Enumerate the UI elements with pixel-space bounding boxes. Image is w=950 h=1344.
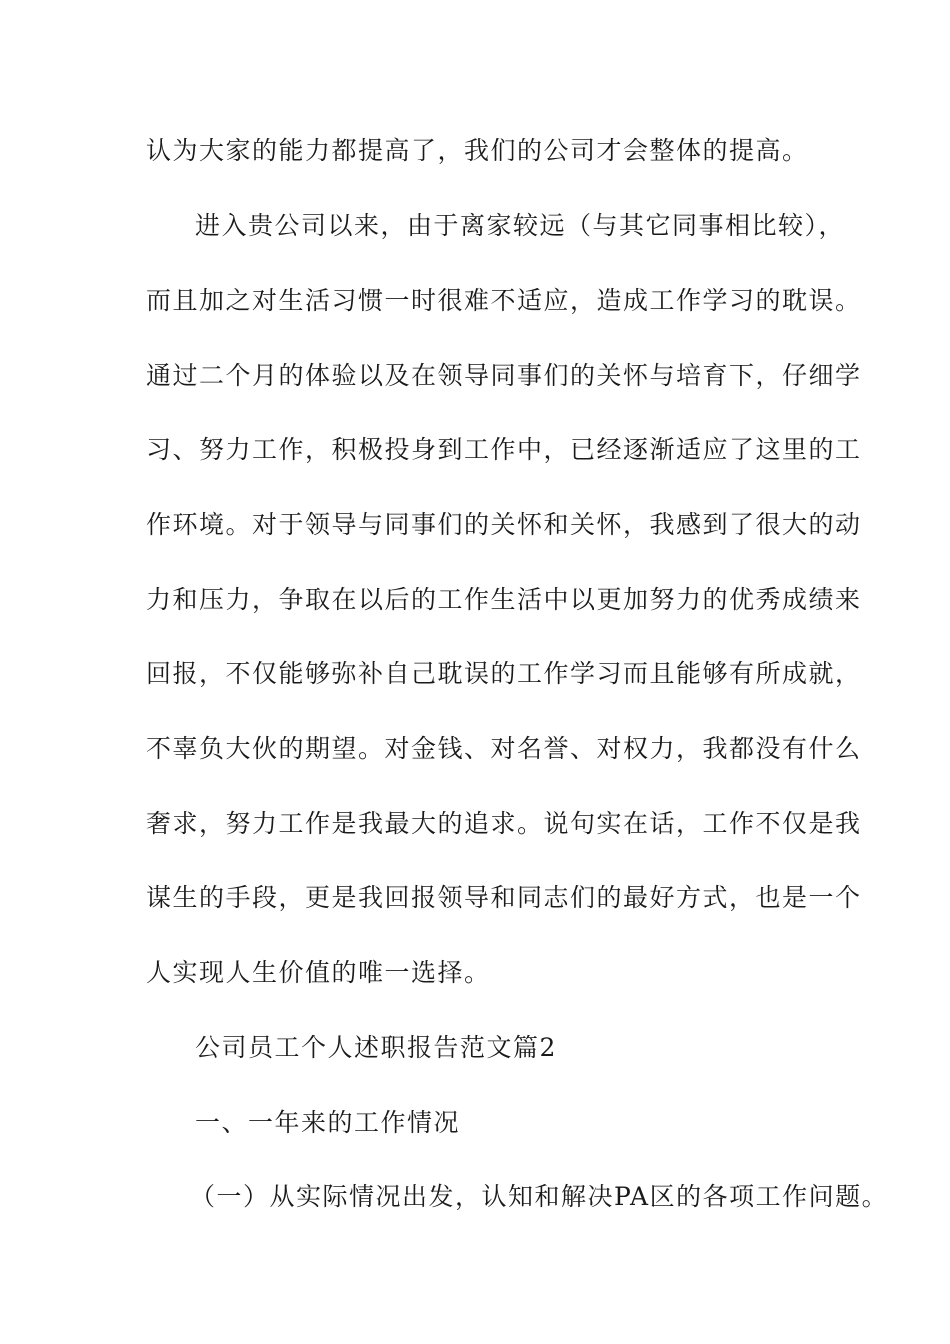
paragraph-line: 力和压力，争取在以后的工作生活中以更加努力的优秀成绩来	[146, 585, 862, 614]
paragraph-line: 不辜负大伙的期望。对金钱、对名誉、对权力，我都没有什么	[146, 734, 862, 763]
paragraph-line: 人实现人生价值的唯一选择。	[146, 958, 491, 987]
paragraph-line: 谋生的手段，更是我回报领导和同志们的最好方式，也是一个	[146, 883, 862, 912]
subheading: （一）从实际情况出发，认知和解决PA区的各项工作问题。	[190, 1182, 889, 1211]
heading: 一、一年来的工作情况	[195, 1108, 461, 1137]
paragraph-line: 奢求，努力工作是我最大的追求。说句实在话，工作不仅是我	[146, 809, 862, 838]
paragraph-line: 认为大家的能力都提高了，我们的公司才会整体的提高。	[146, 136, 809, 165]
section-title: 公司员工个人述职报告范文篇2	[195, 1033, 557, 1062]
paragraph-line: 而且加之对生活习惯一时很难不适应，造成工作学习的耽误。	[146, 286, 862, 315]
paragraph-line: 通过二个月的体验以及在领导同事们的关怀与培育下，仔细学	[146, 361, 862, 390]
paragraph-line: 回报，不仅能够弥补自己耽误的工作学习而且能够有所成就，	[146, 659, 862, 688]
paragraph-line: 作环境。对于领导与同事们的关怀和关怀，我感到了很大的动	[146, 510, 862, 539]
paragraph-line: 习、努力工作，积极投身到工作中，已经逐渐适应了这里的工	[146, 435, 862, 464]
paragraph-line: 进入贵公司以来，由于离家较远（与其它同事相比较），	[195, 211, 846, 240]
